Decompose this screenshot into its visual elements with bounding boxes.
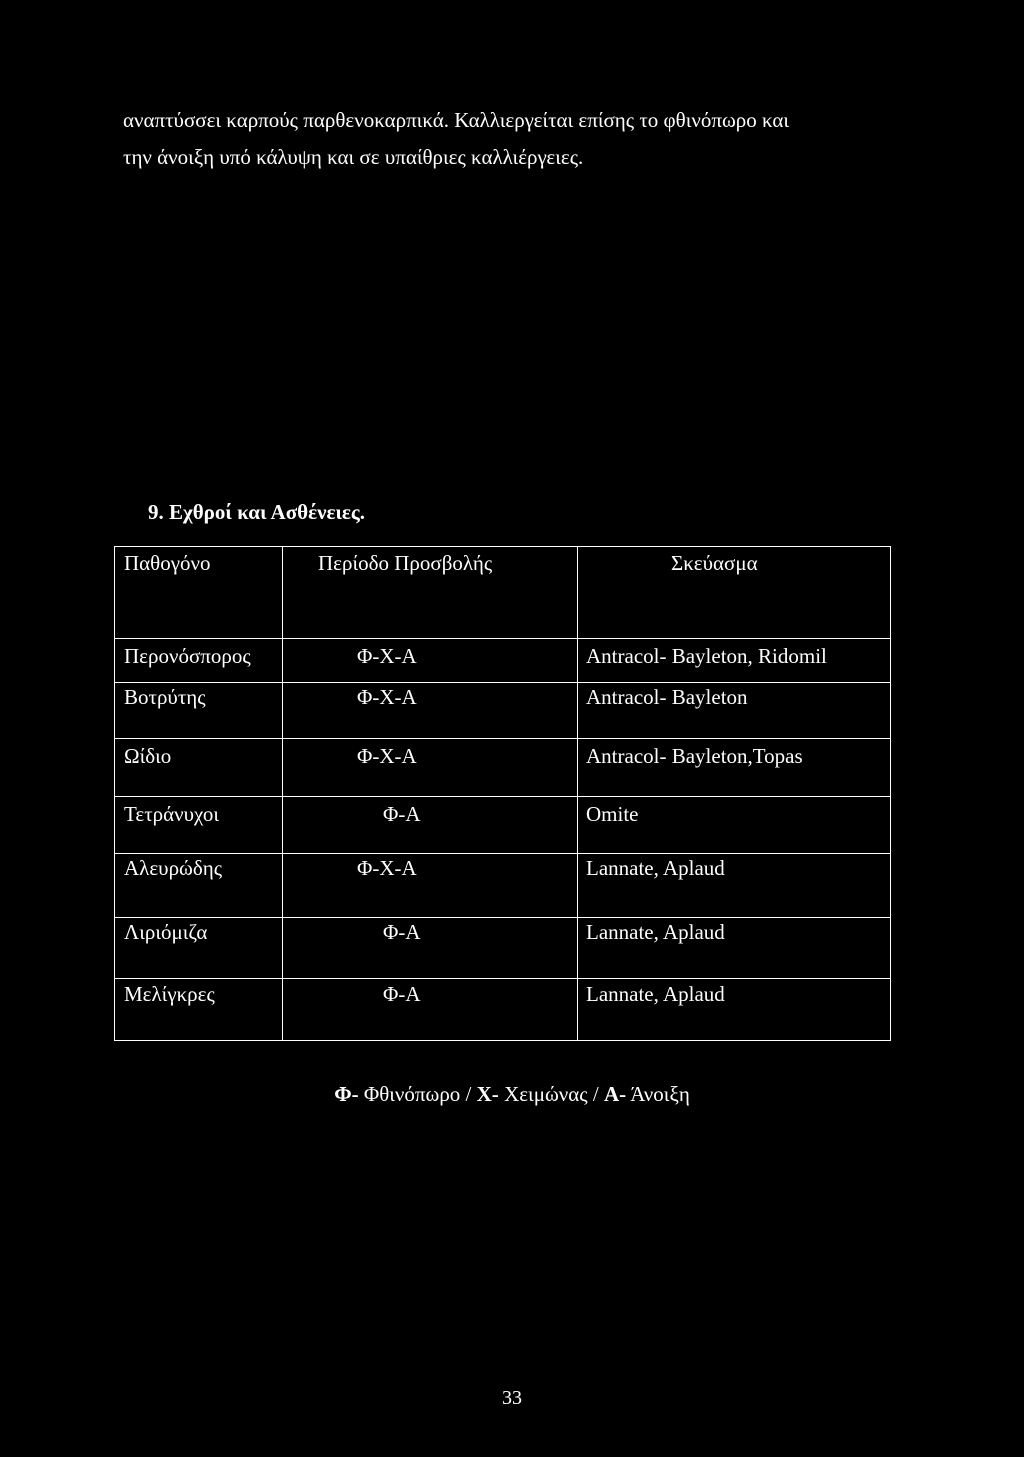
table-cell-period: Φ-Χ-Α — [357, 644, 417, 668]
pest-table — [114, 546, 891, 1041]
table-cell-preparation: Lannate, Aplaud — [586, 856, 725, 880]
table-border-bottom — [114, 1040, 891, 1041]
table-cell-pathogen: Ωίδιο — [124, 744, 172, 768]
row-divider — [114, 682, 891, 683]
row-divider — [114, 796, 891, 797]
table-cell-preparation: Antracol- Bayleton — [586, 685, 748, 709]
section-heading: 9. Εχθροί και Ασθένειες. — [148, 500, 366, 524]
table-cell-period: Φ-Χ-Α — [357, 856, 417, 880]
legend-autumn-symbol: Φ- — [334, 1082, 359, 1106]
header-attack-period: Περίοδο Προσβολής — [318, 551, 493, 575]
legend-winter-text: Χειμώνας / — [498, 1082, 604, 1106]
table-cell-pathogen: Τετράνυχοι — [124, 802, 220, 826]
row-divider — [114, 738, 891, 739]
header-pathogen: Παθογόνο — [124, 551, 211, 575]
table-cell-pathogen: Αλευρώδης — [124, 856, 223, 880]
table-cell-period: Φ-Α — [383, 920, 421, 944]
row-divider — [114, 638, 891, 639]
table-cell-preparation: Lannate, Aplaud — [586, 982, 725, 1006]
legend-winter-symbol: Χ- — [476, 1082, 499, 1106]
table-cell-preparation: Lannate, Aplaud — [586, 920, 725, 944]
season-legend — [0, 1082, 1024, 1107]
row-divider — [114, 853, 891, 854]
column-divider-2 — [577, 546, 578, 1041]
page-number: 33 — [502, 1387, 522, 1409]
table-cell-pathogen: Μελίγκρες — [124, 982, 215, 1006]
legend-spring-text: Άνοιξη — [626, 1082, 690, 1106]
column-divider-1 — [282, 546, 283, 1041]
legend-spring-symbol: Α- — [603, 1082, 627, 1106]
row-divider — [114, 978, 891, 979]
table-cell-pathogen: Περονόσπορος — [124, 644, 251, 668]
table-border-left — [114, 546, 115, 1041]
table-cell-period: Φ-Χ-Α — [357, 685, 417, 709]
table-border-top — [114, 546, 891, 547]
row-divider — [114, 917, 891, 918]
paragraph-line-1: αναπτύσσει καρπούς παρθενοκαρπικά. Καλλιεργείται επίσης το φθινόπωρο και — [123, 108, 790, 132]
intro-paragraph — [123, 102, 923, 176]
table-cell-preparation: Antracol- Bayleton, Ridomil — [586, 644, 827, 668]
table-cell-preparation: Omite — [586, 802, 639, 826]
header-preparation: Σκεύασμα — [671, 551, 758, 575]
table-cell-period: Φ-Α — [383, 982, 421, 1006]
table-cell-period: Φ-Α — [383, 802, 421, 826]
paragraph-line-2: την άνοιξη υπό κάλυψη και σε υπαίθριες καλλιέργειες. — [123, 145, 584, 169]
table-cell-pathogen: Βοτρύτης — [124, 685, 206, 709]
legend-autumn-text: Φθινόπωρο / — [358, 1082, 477, 1106]
table-cell-pathogen: Λιριόμιζα — [124, 920, 208, 944]
table-cell-preparation: Antracol- Bayleton,Topas — [586, 744, 803, 768]
table-border-right — [890, 546, 891, 1041]
table-cell-period: Φ-Χ-Α — [357, 744, 417, 768]
